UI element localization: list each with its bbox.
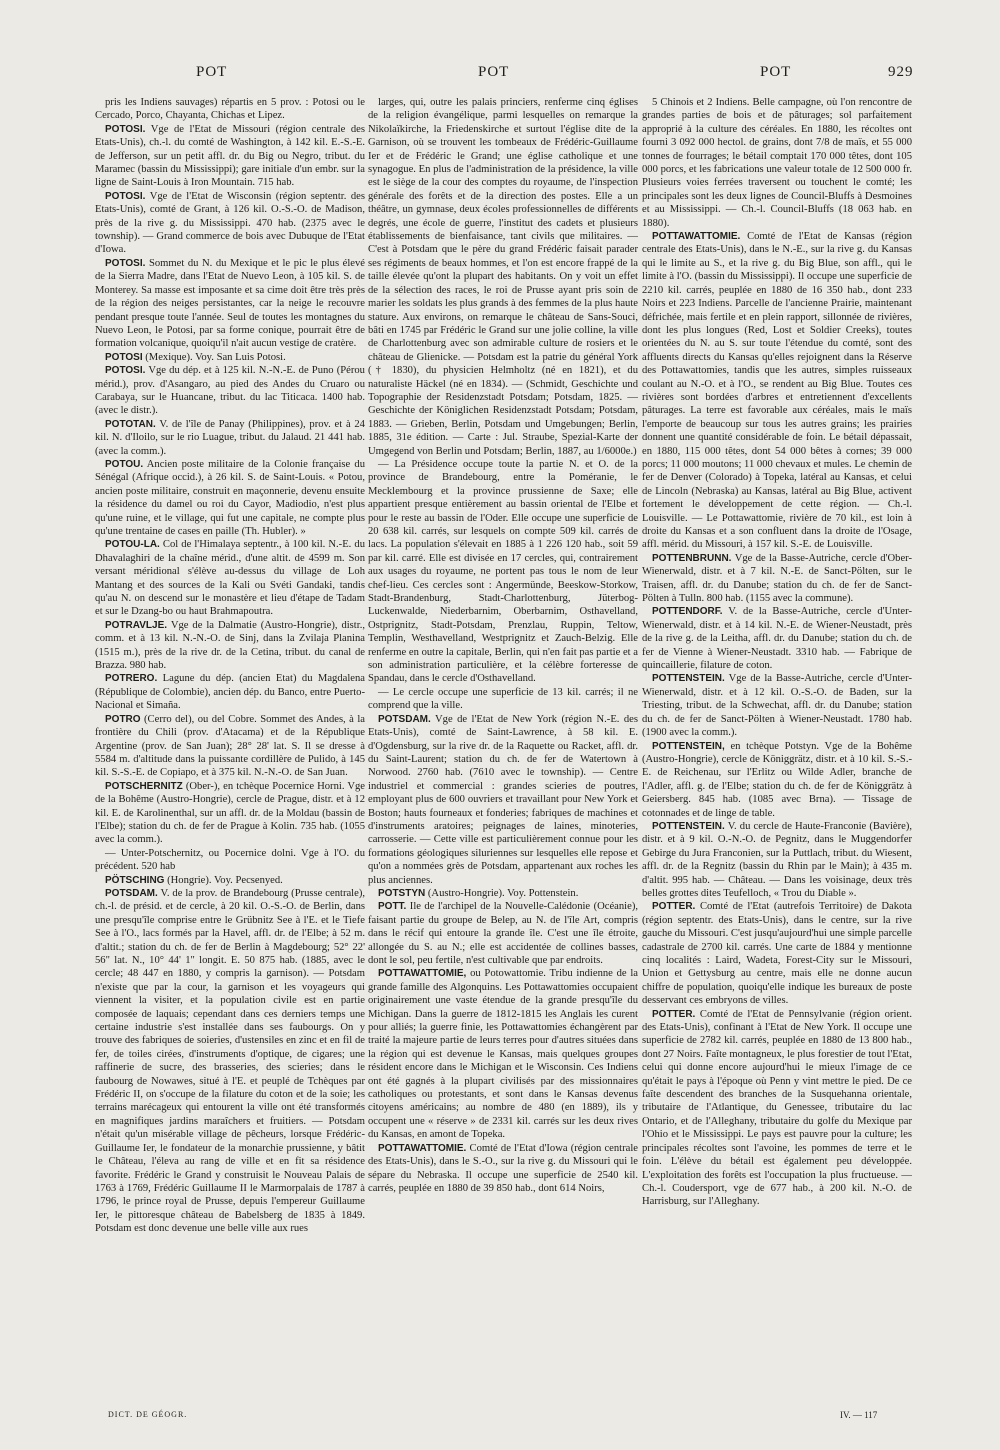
dictionary-entry (95, 874, 365, 887)
entry-headword: POTRAVLJE. (105, 619, 168, 631)
entry-headword: POTOSI. (105, 257, 146, 269)
entry-headword: POTOTAN. (105, 418, 156, 430)
page-footer (0, 1410, 1000, 1426)
running-header (0, 64, 1000, 86)
dictionary-entry (642, 740, 912, 820)
dictionary-entry (642, 230, 912, 552)
entry-headword: POTOU-LA. (105, 539, 160, 551)
header-left: POT (196, 64, 228, 80)
entry-text: (Hongrie). Voy. Pecsenyed. (167, 874, 283, 886)
entry-text: Vge de la Basse-Autriche, cercle d'Ober-Wienerwald, distr. et à 7 kil. N.-E. de Sanct-Pölten, sur le Traisen, affl. dr. du Danube; station du ch. de fer de Sanct-Pölten à Tulln. 800 hab. (1155 avec la commune). (642, 552, 912, 605)
entry-text: — Le cercle occupe une superficie de 13 kil. carrés; il ne comprend que la ville. (368, 686, 638, 712)
entry-text: Vge de la Basse-Autriche, cercle d'Unter-Wienerwald, distr. et à 12 kil. O.-S.-O. de Baden, sur la Triesting, tribut. de la Schwechat, affl. dr. du Danube; station du ch. de fer de Sanct-Pölten à Wiener-Neustadt. 1780 hab. (1900 avec la comm.). (642, 673, 912, 739)
dictionary-entry (642, 672, 912, 739)
footer-left: DICT. DE GÉOGR. (108, 1410, 188, 1419)
dictionary-entry (368, 967, 638, 1141)
entry-text: Comté de l'Etat de Kansas (région centrale des Etats-Unis), dans le N.-E., sur la rive g. du Kansas qui le limite au S., et la rive g. du Big Blue, son affl., qui le limite à l'O. (bassin du Mississippi). Il occupe une superficie de 2210 kil. carrés, peuplée en 1880 de 16 350 hab., dont 233 Noirs et 223 Indiens. Parcelle de l'ancienne Prairie, maintenant défrichée, mais fertile et en plein rapport, sillonnée de rivières, dont les plus longues (Red, Lost et Soldier Creeks), toutes orientées du N. au S. sur toute l'étendue du comté, sont des affluents directs du Kansas qu'elles rejoignent dans la Réserve des Pottawattomies, tandis que les autres, simples ruisseaux coulant au N.-O. et à l'O., se rendent au Big Blue. Toutes ces rivières sont bordées d'arbres et entretiennent d'excellents pâturages. La terre est favorable aux céréales, mais le maïs l'emporte de beaucoup sur tous les autres grains; les prairies donnent une quantité considérable de foin. Le bétail dépassait, en 1880, 115 000 têtes, dont 54 000 bêtes à cornes; 39 000 porcs; 11 000 moutons; 11 000 chevaux et mules. Le chemin de fer de Denver (Colorado) à Topeka, latéral au Kansas, et celui de Lincoln (Nebraska) au Kansas, latéral au Big Blue, activent fortement le développement de cette région. — Ch.-l. Louisville. — Le Pottawattomie, rivière de 70 kil., est loin à droite du Kansas et a son confluent dans la droite de l'Osage, affl. mérid. du Missouri, à 157 kil. S.-E. de Louisville. (642, 231, 912, 551)
entry-text: en tchèque Potstyn. Vge de la Bohême (Austro-Hongrie), cercle de Königgrätz, distr. et à 10 kil. S.-S.-E. de Reichenau, sur l'Erlitz ou Wilde Adler, branche de l'Adler, affl. g. de l'Elbe; station du ch. de fer de Königgrätz à Geiersberg. 845 hab. (1085 avec Brna). — Tissage de cotonnades et de linge de table. (642, 740, 912, 819)
entry-text: Comté de l'Etat de Pennsylvanie (région orient. des Etats-Unis), confinant à l'Etat de New York. Il occupe une superficie de 2782 kil. carrés, peuplée en 1880 de 13 800 hab., dont 27 Noirs. Faîte montagneux, le plus forestier de tout l'Etat, celui qui donne encore aujourd'hui le mieux l'image de ce qu'était le pays à l'époque où Penn y vint mettre le pied. De ce faîte descendent des branches de la Susquehanna orientale, tributaire de l'Atlantique, du Genessee, tributaire du lac Ontario, et de l'Alleghany, tributaire du golfe du Mexique par l'Ohio et le Mississippi. Le pays est pauvre pour la culture; les principales récoltes sont l'avoine, les pommes de terre et le foin. L'élève du bétail est également peu développée. L'exploitation des forêts est l'occupation la plus fructueuse. — Ch.-l. Coudersport, vge de 677 hab., à 200 kil. N.-O. de Harrisburg, sur l'Alleghany. (642, 1008, 912, 1208)
entry-text: Comté de l'Etat (autrefois Territoire) de Dakota (région septentr. des Etats-Unis), dans le centre, sur la rive gauche du Missouri. C'est jusqu'aujourd'hui une simple parcelle cadastrale de 2700 kil. carrés. Une carte de 1884 y mentionne cinq localités : Laird, Wadeta, Forest-City sur le Missouri, Union et Gettysburg au centre, mais elle ne donne aucun chiffre de population, quoiqu'elle indique les bureaux de poste desservant ces embryons de villes. (642, 901, 912, 1007)
entry-text: V. de la Basse-Autriche, cercle d'Unter-Wienerwald, distr. et à 14 kil. N.-E. de Wiener-Neustadt, près de la rive g. de la Leitha, affl. dr. du Danube; station du ch. de fer de Vienne à Wiener-Neustadt. 3310 hab. — Fabrique de quincaillerie, filature de coton. (642, 606, 912, 672)
entry-text: (Ober-), en tchèque Pocernice Horni. Vge de la Bohême (Austro-Hongrie), cercle de Prague, distr. et à 12 kil. E. de Karolinenthal, sur un affl. dr. de la Moldau (bassin de l'Elbe); station du ch. de fer de Prague à Kolin. 735 hab. (1055 avec la comm.). (95, 780, 365, 846)
entry-text: Vge de l'Etat de New York (région N.-E. des Etats-Unis), comté de Saint-Lawrence, à 58 kil. E. d'Ogdensburg, sur la rive dr. de la Raquette ou Racket, affl. dr. du Saint-Laurent; station du ch. de fer de Watertown à Norwood. 2760 hab. (7610 avec le township). — Centre industriel et commercial : grandes scieries de poutres, employant plus de 600 ouvriers et travaillant pour New York et Boston; hauts fourneaux et fonderies; fabriques de machines et d'instruments aratoires; peignages de laines, minoteries, carrosserie. — Cette ville est particulièrement connue pour les formations géologiques siluriennes sur lesquelles elle repose et qu'on a nommées grès de Potsdam, appartenant aux roches les plus anciennes. (368, 713, 638, 886)
dictionary-entry (95, 713, 365, 780)
dictionary-entry (368, 458, 638, 686)
entry-headword: POTRO (105, 713, 141, 725)
entry-text: (Cerro del), ou del Cobre. Sommet des Andes, à la frontière du Chili (prov. d'Atacama) et de la République Argentine (prov. de San Juan); 28° 28' lat. S. Il se dresse à 5584 m. d'altitude dans la puissante cordillère de Pulido, à 145 kil. S.-S.-E. de Copiapo, et à 375 kil. N.-N.-O. de San Juan. (95, 713, 365, 779)
dictionary-entry (642, 820, 912, 900)
entry-text: Ile de l'archipel de la Nouvelle-Calédonie (Océanie), faisant partie du groupe de Belep, au N. de l'île Art, compris dans le récif qui entoure la grande île. C'est une île étroite, allongée du S. au N.; elle est accidentée de collines basses, dont le sol, peu fertile, n'est cultivable que par endroits. (368, 901, 638, 966)
dictionary-entry (368, 887, 638, 900)
entry-text: Vge du dép. et à 125 kil. N.-N.-E. de Puno (Pérou mérid.), prov. d'Asangaro, au pied des Andes du Cruaro ou Carabaya, sur le Huancane, tribut. du lac Titicaca. 1400 hab. (avec le distr.). (95, 365, 365, 417)
entry-text: V. de l'île de Panay (Philippines), prov. et à 24 kil. N. d'Iloilo, sur le rio Luague, tribut. du Jalaud. 21 441 hab. (avec la comm.). (95, 418, 365, 457)
entry-headword: POTTENDORF. (652, 606, 723, 618)
dictionary-entry (95, 96, 365, 123)
entry-headword: POTTAWATTOMIE, (378, 968, 467, 980)
dictionary-entry (95, 847, 365, 874)
text-column-1 (95, 96, 365, 1396)
entry-headword: POTOSI. (105, 365, 146, 377)
entry-headword: POTTENBRUNN. (652, 552, 732, 564)
dictionary-entry (368, 686, 638, 713)
entry-headword: POTTAWATTOMIE. (652, 231, 741, 243)
entry-text: pris les Indiens sauvages) répartis en 5 prov. : Potosi ou le Cercado, Porco, Chayanta, Chichas et Lipez. (95, 97, 365, 122)
entry-headword: POTSDAM. (378, 713, 431, 725)
entry-headword: POTOSI. (105, 123, 146, 135)
entry-headword: POTOSI (105, 351, 143, 363)
entry-text: — Unter-Potschernitz, ou Pocernice dolni. Vge à l'O. du précédent. 520 hab (95, 847, 365, 873)
entry-headword: POTSTYN (378, 887, 426, 899)
entry-headword: POTTENSTEIN. (652, 673, 725, 685)
entry-headword: POTTER. (652, 1008, 696, 1020)
dictionary-entry (95, 364, 365, 418)
entry-text: — La Présidence occupe toute la partie N. et O. de la province de Brandebourg, entre la Poméranie, le Mecklembourg et la province prussienne de Saxe; elle appartient presque entièrement au bassin oriental de l'Elbe et pour le reste au bassin de l'Oder. Elle occupe une superficie de 20 638 kil. carrés, sur lesquels on compte 509 kil. carrés de lacs. La population s'élevait en 1885 à 1 226 120 hab., soit 59 par kil. carré. Elle est divisée en 17 cercles, qui, contrairement aux usages du royaume, ne portent pas tous le nom de leur chef-lieu. Ces cercles sont : Angermünde, Beeskow-Storkow, Stadt-Brandenburg, Stadt-Charlottenburg, Jüterbog-Luckenwalde, Niederbarnim, Oberbarnim, Osthavelland, Ostprignitz, Stadt-Potsdam, Prenzlau, Ruppin, Teltow, Templin, Westhavelland, Westprignitz et Zauch-Belzig. Elle renferme en outre la capitale, Berlin, qui n'en fait pas partie et a son administration particulière, et la célèbre forteresse de Spandau, dans le cercle d'Osthavelland. (368, 458, 638, 685)
header-center: POT (478, 64, 510, 80)
entry-headword: POTT. (378, 901, 407, 913)
dictionary-entry (642, 552, 912, 606)
entry-headword: POTRERO. (105, 673, 158, 685)
dictionary-entry (95, 190, 365, 257)
text-column-3 (642, 96, 912, 1396)
dictionary-entry (95, 780, 365, 847)
dictionary-entry (95, 619, 365, 673)
dictionary-entry (368, 1142, 638, 1196)
entry-headword: POTTENSTEIN. (652, 820, 725, 832)
dictionary-entry (368, 900, 638, 967)
entry-headword: POTTENSTEIN, (652, 740, 725, 752)
dictionary-entry (368, 713, 638, 887)
entry-headword: POTTER. (652, 901, 696, 913)
entry-text: Lagune du dép. (ancien Etat) du Magdalena (République de Colombie), ancien dép. du Banco, entre Puerto-Nacional et Simaña. (95, 673, 365, 712)
entry-text: Col de l'Himalaya septentr., à 100 kil. N.-E. du Dhavalaghiri de la chaîne mérid., d'une altit. de 4599 m. Son versant méridional s'élève au-dessus du village de Loh Mantang et des sources de la Kali ou Svéti Gandaki, tandis qu'au N. on descend sur le monastère et lieu d'étape de Tadam et sur le Dzang-bo ou haut Brahmapoutra. (95, 539, 365, 618)
entry-text: V. du cercle de Haute-Franconie (Bavière), distr. et à 9 kil. O.-N.-O. de Pegnitz, dans le Muggendorfer Gebirge du Jura Franconien, sur la Puttlach, tribut. du Wiesent, affl. dr. de la Regnitz (bassin du Rhin par le Main); à 435 m. d'altit. 995 hab. — Château. — Dans les voisinage, deux très belles grottes dites Teufelloch, « Trou du Diable ». (642, 820, 912, 899)
entry-text: (Mexique). Voy. San Luis Potosi. (145, 351, 286, 363)
entry-text: Vge de la Dalmatie (Austro-Hongrie), distr., comm. et à 13 kil. N.-N.-O. de Sinj, dans la Zvilaja Planina (1515 m.), près de la rive dr. de la Cetina, tribut. du canal de Brazza. 980 hab. (95, 619, 365, 672)
dictionary-entry (642, 96, 912, 230)
header-right: POT (760, 64, 792, 80)
entry-headword: POTTAWATTOMIE. (378, 1142, 467, 1154)
entry-headword: POTOSI. (105, 190, 146, 202)
dictionary-entry (95, 418, 365, 458)
entry-text: 5 Chinois et 2 Indiens. Belle campagne, où l'on rencontre de grandes parties de bois et de pâturages; sol parfaitement approprié à la culture des céréales. En 1880, les récoltes ont fourni 3 092 000 hectol. de grains, dont 7/8 de maïs, et 55 000 tonnes de fourrages; le bétail comptait 170 000 têtes, dont 105 000 porcs, et les fabrications une valeur totale de 12 500 000 fr. Plusieurs voies ferrées traversent ou touchent le comté; les principales sont les deux lignes de Council-Bluffs à Desmoines et au Mississippi. — Ch.-l. Council-Bluffs (18 063 hab. en 1880). (642, 97, 912, 229)
dictionary-entry (642, 900, 912, 1007)
dictionary-entry (95, 351, 365, 364)
dictionary-entry (642, 1008, 912, 1209)
entry-text: larges, qui, outre les palais princiers, renferme cinq églises de la religion évangélique, parmi lesquelles on remarque la Nikolaïkirche, la Friedenskirche et surtout l'église dite de la Garnison, où se trouvent les tombeaux de Frédéric-Guillaume Ier et de Frédéric le Grand; une église catholique et une synagogue. En plus de l'administration de la présidence, la ville est le siège de la cour des comptes du royaume, de l'inspection générale des forêts et de la direction des postes. Elle a un théâtre, un gymnase, deux écoles professionnelles de différents degrés, une école de guerre, l'institut des cadets et plusieurs établissements de bienfaisance, tant civils que militaires. — C'est à Potsdam que le père du grand Frédéric faisait parader ses régiments de beaux hommes, et l'on est encore frappé de la taille élevée qu'ont la plupart des habitants. On y voit un effet de la sélection des races, le roi de Prusse ayant pris soin de marier les soldats les plus grands à des femmes de la plus haute stature. Aux environs, on remarque le château de Sans-Souci, bâti en 1745 par Frédéric le Grand sur une jolie colline, la ville de Charlottenburg avec son admirable culture de rosiers et le château de Glienicke. — Potsdam est la patrie du général York († 1830), du physicien Helmholtz (né en 1821), et du naturaliste Häckel (né en 1834). — (Schmidt, Geschichte und Topographie der Residenzstadt Potsdam; Potsdam, 1825. — Geschichte der Königlichen Residenzstadt Potsdam; Potsdam, 1883. — Grieben, Berlin, Potsdam und Umgebungen; Berlin, 1885, 31e édition. — Carte : Jul. Straube, Spezial-Karte der Umgegend von Berlin und Potsdam; Berlin, 1887, au 1/6000e.) (368, 97, 638, 457)
entry-headword: POTSDAM. (105, 887, 158, 899)
dictionary-entry (368, 96, 638, 458)
footer-right: IV. — 117 (840, 1410, 878, 1420)
entry-text: (Austro-Hongrie). Voy. Pottenstein. (427, 887, 579, 899)
entry-headword: POTSCHERNITZ (105, 780, 183, 792)
dictionary-entry (95, 257, 365, 351)
dictionary-entry (95, 538, 365, 618)
entry-text: Vge de l'Etat de Missouri (région centrale des Etats-Unis), ch.-l. du comté de Washington, à 142 kil. E.-S.-E. de Jefferson, sur un petit affl. dr. du Big ou Negro, tribut. du Maramec (bassin du Mississippi); gare initiale d'un embr. sur la ligne de Saint-Louis à Iron Mountain. 715 hab. (95, 123, 365, 189)
entry-headword: PÖTSCHING (105, 874, 165, 886)
dictionary-entry (95, 458, 365, 538)
entry-headword: POTOU. (105, 458, 144, 470)
dictionary-entry (95, 887, 365, 1236)
text-column-2 (368, 96, 638, 1396)
entry-text: ou Potowattomie. Tribu indienne de la grande famille des Algonquins. Les Pottawattomies occupaient originairement une vaste étendue de la grande presqu'île du Michigan. Dans la guerre de 1812-1815 les Anglais les curent pour alliés; la guerre finie, les Pottawattomies échangèrent par traité la majeure partie de leurs terres pour d'autres situées dans la région qui est devenue le Kansas, mais quelques groupes résident encore dans le Michigan et le Wisconsin. Ces Indiens ont été gagnés à la plupart civilisés par des missionnaires catholiques ou protestants, et sont dans le Kansas devenus citoyens américains; au nombre de 480 (en 1889), ils y occupent une « réserve » de 2331 kil. carrés sur les deux rives du Kansas, en amont de Topeka. (368, 968, 638, 1141)
dictionary-entry (642, 605, 912, 672)
entry-text: Ancien poste militaire de la Colonie française du Sénégal (Afrique occid.), à 26 kil. S. de Saint-Louis. « Potou, ancien poste militaire, construit en maçonnerie, devenu ensuite la résidence du damel ou roi du Cayor, Madiodio, n'est plus qu'une ruine, et le village, qui fut une capitale, ne compte plus qu'une trentaine de cases en paille (Th. Hubler). » (95, 458, 365, 537)
dictionary-entry (95, 123, 365, 190)
entry-text: V. de la prov. de Brandebourg (Prusse centrale), ch.-l. de présid. et de cercle, à 20 kil. O.-S.-O. de Berlin, dans une presqu'île comprise entre le Grübnitz See à l'E. et le Tiefe See à l'O., lacs formés par la Havel, affl. dr. de l'Elbe; à 52 m. d'altit.; station du ch. de fer de Berlin à Magdebourg; 52° 22' 56" lat. N., 10° 44' 1" longit. E. 50 875 hab. (1885, avec le cercle; 48 447 en 1880, y compris la garnison). — Potsdam n'existe que par la cour, la garnison et les voyageurs qui viennent la visiter, et la population civile est en partie composée de laquais; cependant dans ces derniers temps une certaine industrie s'est installée dans ses faubourgs. On y trouve des fabriques de soieries, d'ustensiles en zinc et en fil de fer, de toiles cirées, d'instruments d'optique, de cigares; une raffinerie de sucre, des brasseries, des scieries; dans le faubourg de Nowawes, situé à l'E. et peuplé de Tchèques par Frédéric II, on s'occupe de la filature du coton et de la soie; les terrains marécageux qui entourent la ville ont été transformés en magnifiques jardins maraîchers et fruitiers. — Potsdam n'était qu'un misérable village de pêcheurs, lorsque Frédéric-Guillaume Ier, le fondateur de la monarchie prussienne, y bâtit le Château, l'éleva au rang de ville et en fit sa résidence favorite. Frédéric le Grand y construisit le Nouveau Palais de 1763 à 1769, Frédéric Guillaume II le Marmorpalais de 1787 à 1796, le prince royal de Prusse, depuis l'empereur Guillaume Ier, le pittoresque château de Babelsberg de 1835 à 1849. Potsdam est donc devenue une belle ville aux rues (95, 887, 365, 1235)
entry-text: Vge de l'Etat de Wisconsin (région septentr. des Etats-Unis), comté de Grant, à 126 kil. O.-S.-O. de Madison, près de la rive g. du Mississippi. 470 hab. (2375 avec le township). — Grand commerce de bois avec Dubuque de l'Etat d'Iowa. (95, 190, 365, 256)
dictionary-entry (95, 672, 365, 712)
entry-text: Comté de l'Etat d'Iowa (région centrale des Etats-Unis), dans le S.-O., sur la rive g. du Missouri qui le sépare du Nebraska. Il occupe une superficie de 2540 kil. carrés, peuplée en 1880 de 39 850 hab., dont 614 Noirs, (368, 1142, 638, 1194)
page-number: 929 (888, 64, 914, 80)
entry-text: Sommet du N. du Mexique et le pic le plus élevé de la Sierra Madre, dans l'Etat de Nuevo Leon, à 105 kil. S. de Monterey. Sa masse est imposante et sa cime doit être très près de la région des neiges persistantes, car la neige le recouvre pendant presque toute l'année. Seul de toutes les montagnes du Nuevo Leon, le Potosi, par sa forme conique, pourrait être de formation volcanique, quoiqu'il n'ait aucun vestige de cratère. (95, 257, 365, 350)
